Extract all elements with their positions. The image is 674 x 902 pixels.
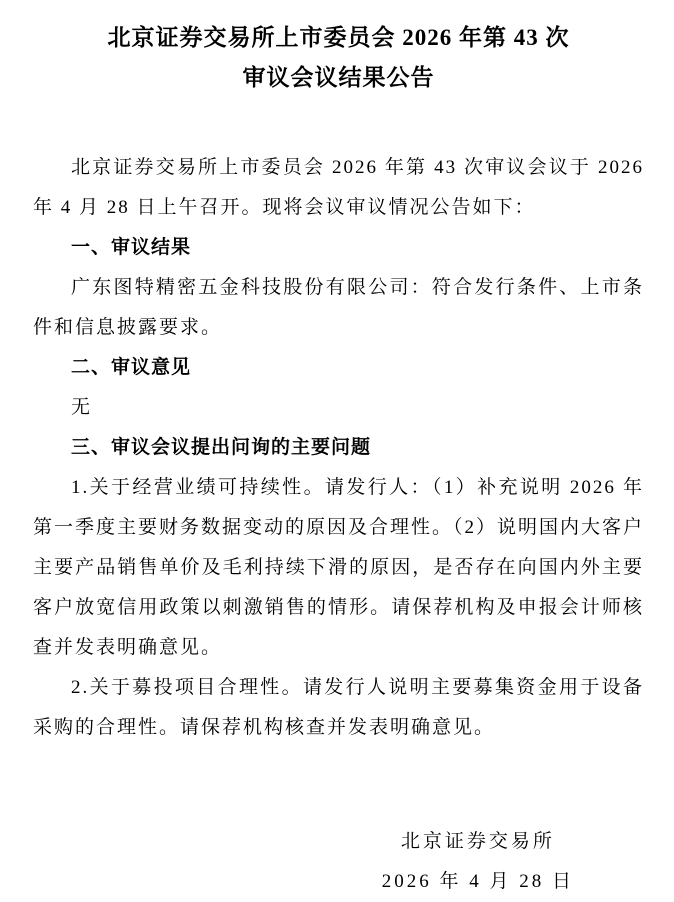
section-3-paragraph-2: 2.关于募投项目合理性。请发行人说明主要募集资金用于设备采购的合理性。请保荐机构核查并发表明确意见。: [33, 677, 644, 738]
section-1-paragraph-1: 广东图特精密五金科技股份有限公司：符合发行条件、上市条件和信息披露要求。: [33, 277, 644, 338]
signature-org: 北京证券交易所: [400, 831, 555, 852]
signature-date: 2026 年 4 月 28 日: [381, 871, 574, 892]
signature-block: [382, 822, 574, 902]
section-2-heading: 二、审议意见: [71, 357, 192, 378]
intro-paragraph: 北京证券交易所上市委员会 2026 年第 43 次审议会议于 2026 年 4 月 28 日上午召开。现将会议审议情况公告如下：: [33, 157, 644, 218]
section-1-heading: 一、审议结果: [71, 237, 192, 258]
document-title-line-2: 审议会议结果公告: [242, 65, 435, 90]
document-title: [61, 18, 616, 98]
section-3-heading: 三、审议会议提出问询的主要问题: [71, 437, 372, 458]
document-body: [33, 148, 644, 748]
document-title-line-1: 北京证券交易所上市委员会 2026 年第 43 次: [107, 25, 570, 50]
section-2-paragraph-1: 无: [71, 397, 93, 418]
section-3-paragraph-1: 1.关于经营业绩可持续性。请发行人：（1）补充说明 2026 年第一季度主要财务数据变动的原因及合理性。（2）说明国内大客户主要产品销售单价及毛利持续下滑的原因，是否存在向国内外主要客户放宽信用政策以刺激销售的情形。请保荐机构及申报会计师核查并发表明确意见。: [33, 477, 645, 658]
